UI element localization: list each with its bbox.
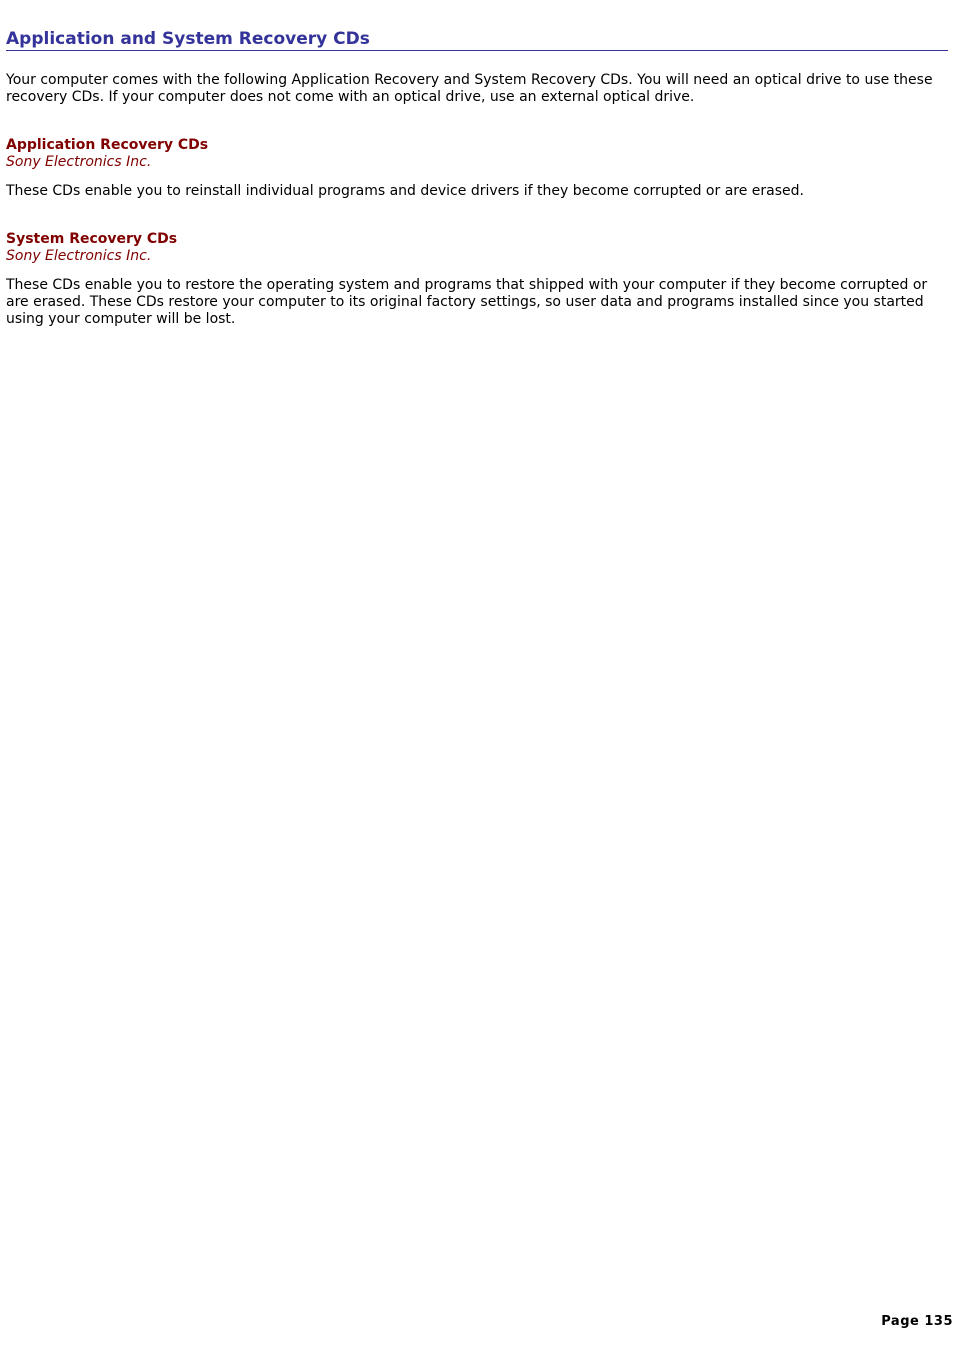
intro-paragraph: Your computer comes with the following Application Recovery and System Recovery CDs. You will need an optical drive to use these recovery CDs. If your computer does not come with an optical drive, use an external optical drive. (6, 72, 933, 105)
section-body: These CDs enable you to reinstall individual programs and device drivers if they become corrupted or are erased. (6, 183, 804, 199)
section-application-recovery (6, 137, 948, 200)
section-body: These CDs enable you to restore the operating system and programs that shipped with your computer if they become corrupted or are erased. These CDs restore your computer to its original factory settings, so user data and programs installed since you started using your computer will be lost. (6, 277, 928, 327)
page-number: Page 135 (881, 1314, 953, 1329)
page-title: Application and System Recovery CDs (6, 29, 948, 51)
document-page (6, 0, 948, 328)
section-publisher: Sony Electronics Inc. (6, 154, 152, 170)
section-publisher: Sony Electronics Inc. (6, 248, 152, 264)
section-heading: System Recovery CDs (6, 231, 178, 247)
section-system-recovery (6, 231, 948, 328)
section-heading: Application Recovery CDs (6, 137, 209, 153)
